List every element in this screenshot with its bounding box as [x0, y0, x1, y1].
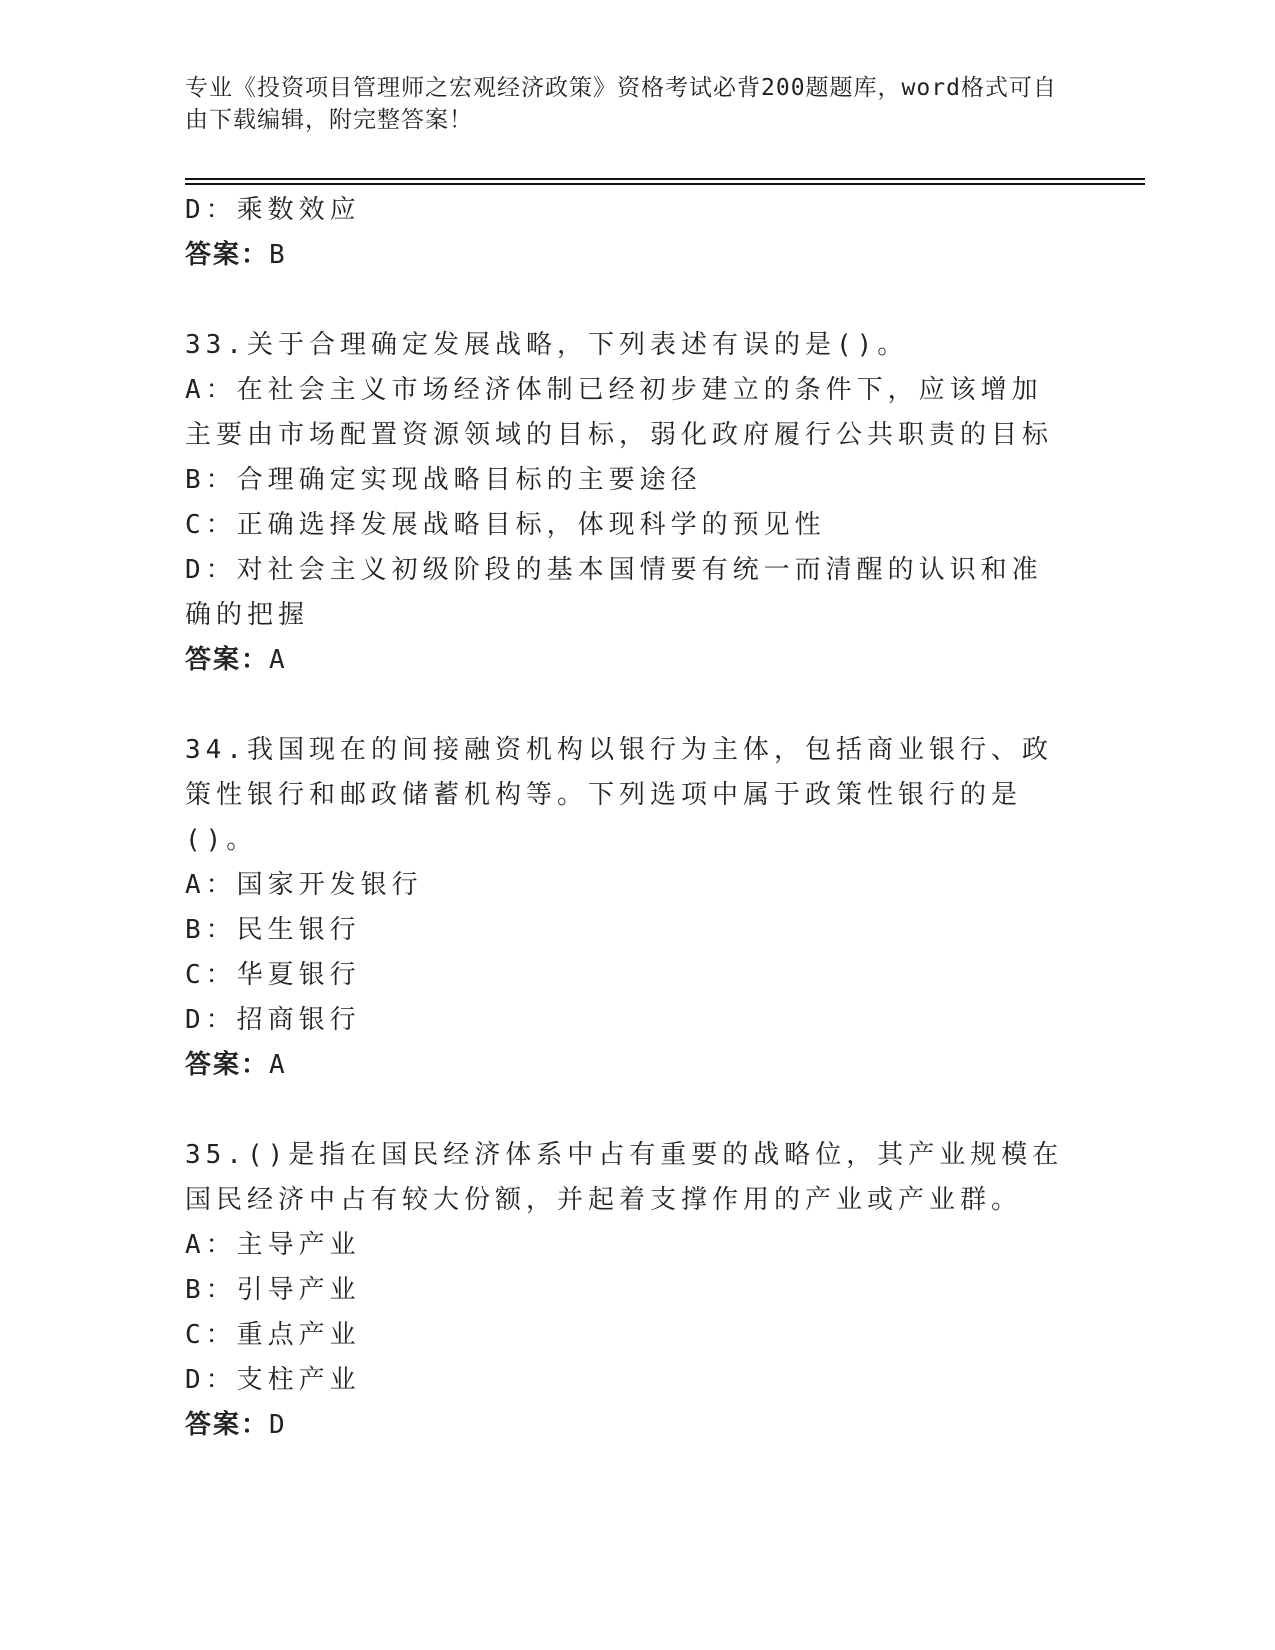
option-a: A：国家开发银行 [185, 870, 423, 900]
question-content [185, 188, 1065, 1448]
answer-value: B [269, 240, 287, 270]
option-d: D：对社会主义初级阶段的基本国情要有统一而清醒的认识和准确的把握 [185, 555, 1043, 630]
option-b: B：合理确定实现战略目标的主要途径 [185, 465, 702, 495]
spacer [185, 683, 1065, 728]
option-a: A：在社会主义市场经济体制已经初步建立的条件下，应该增加主要由市场配置资源领域的目标，弱化政府履行公共职责的目标 [185, 375, 1054, 450]
question-34 [185, 728, 1065, 1088]
q32-answer [185, 233, 1065, 278]
option-b: B：民生银行 [185, 915, 361, 945]
question-35 [185, 1133, 1065, 1448]
question-stem: 35.()是指在国民经济体系中占有重要的战略位，其产业规模在国民经济中占有较大份额，并起着支撑作用的产业或产业群。 [185, 1140, 1064, 1215]
question-answer [185, 1043, 1065, 1088]
page-header: 专业《投资项目管理师之宏观经济政策》资格考试必背200题题库，word格式可自由下载编辑，附完整答案！ [185, 75, 1057, 133]
option-c: C：正确选择发展战略目标，体现科学的预见性 [185, 510, 826, 540]
option-b: B：引导产业 [185, 1275, 361, 1305]
header-divider-bottom [185, 183, 1145, 185]
option-c: C：华夏银行 [185, 960, 361, 990]
header-divider-top [185, 178, 1145, 180]
question-33 [185, 323, 1065, 683]
answer-label: 答案： [185, 1410, 270, 1440]
question-answer [185, 1403, 1065, 1448]
option-c: C：重点产业 [185, 1320, 361, 1350]
question-stem: 34.我国现在的间接融资机构以银行为主体，包括商业银行、政策性银行和邮政储蓄机构等。下列选项中属于政策性银行的是()。 [185, 735, 1053, 855]
question-answer [185, 638, 1065, 683]
option-d: D：招商银行 [185, 1005, 361, 1035]
answer-value: D [269, 1410, 287, 1440]
spacer [185, 278, 1065, 323]
option-d: D：支柱产业 [185, 1365, 361, 1395]
answer-value: A [269, 645, 287, 675]
answer-label: 答案： [185, 240, 270, 270]
answer-label: 答案： [185, 645, 270, 675]
question-stem: 33.关于合理确定发展战略，下列表述有误的是()。 [185, 330, 909, 360]
q32-option-d: D：乘数效应 [185, 195, 361, 225]
option-a: A：主导产业 [185, 1230, 361, 1260]
answer-label: 答案： [185, 1050, 270, 1080]
answer-value: A [269, 1050, 287, 1080]
spacer [185, 1088, 1065, 1133]
